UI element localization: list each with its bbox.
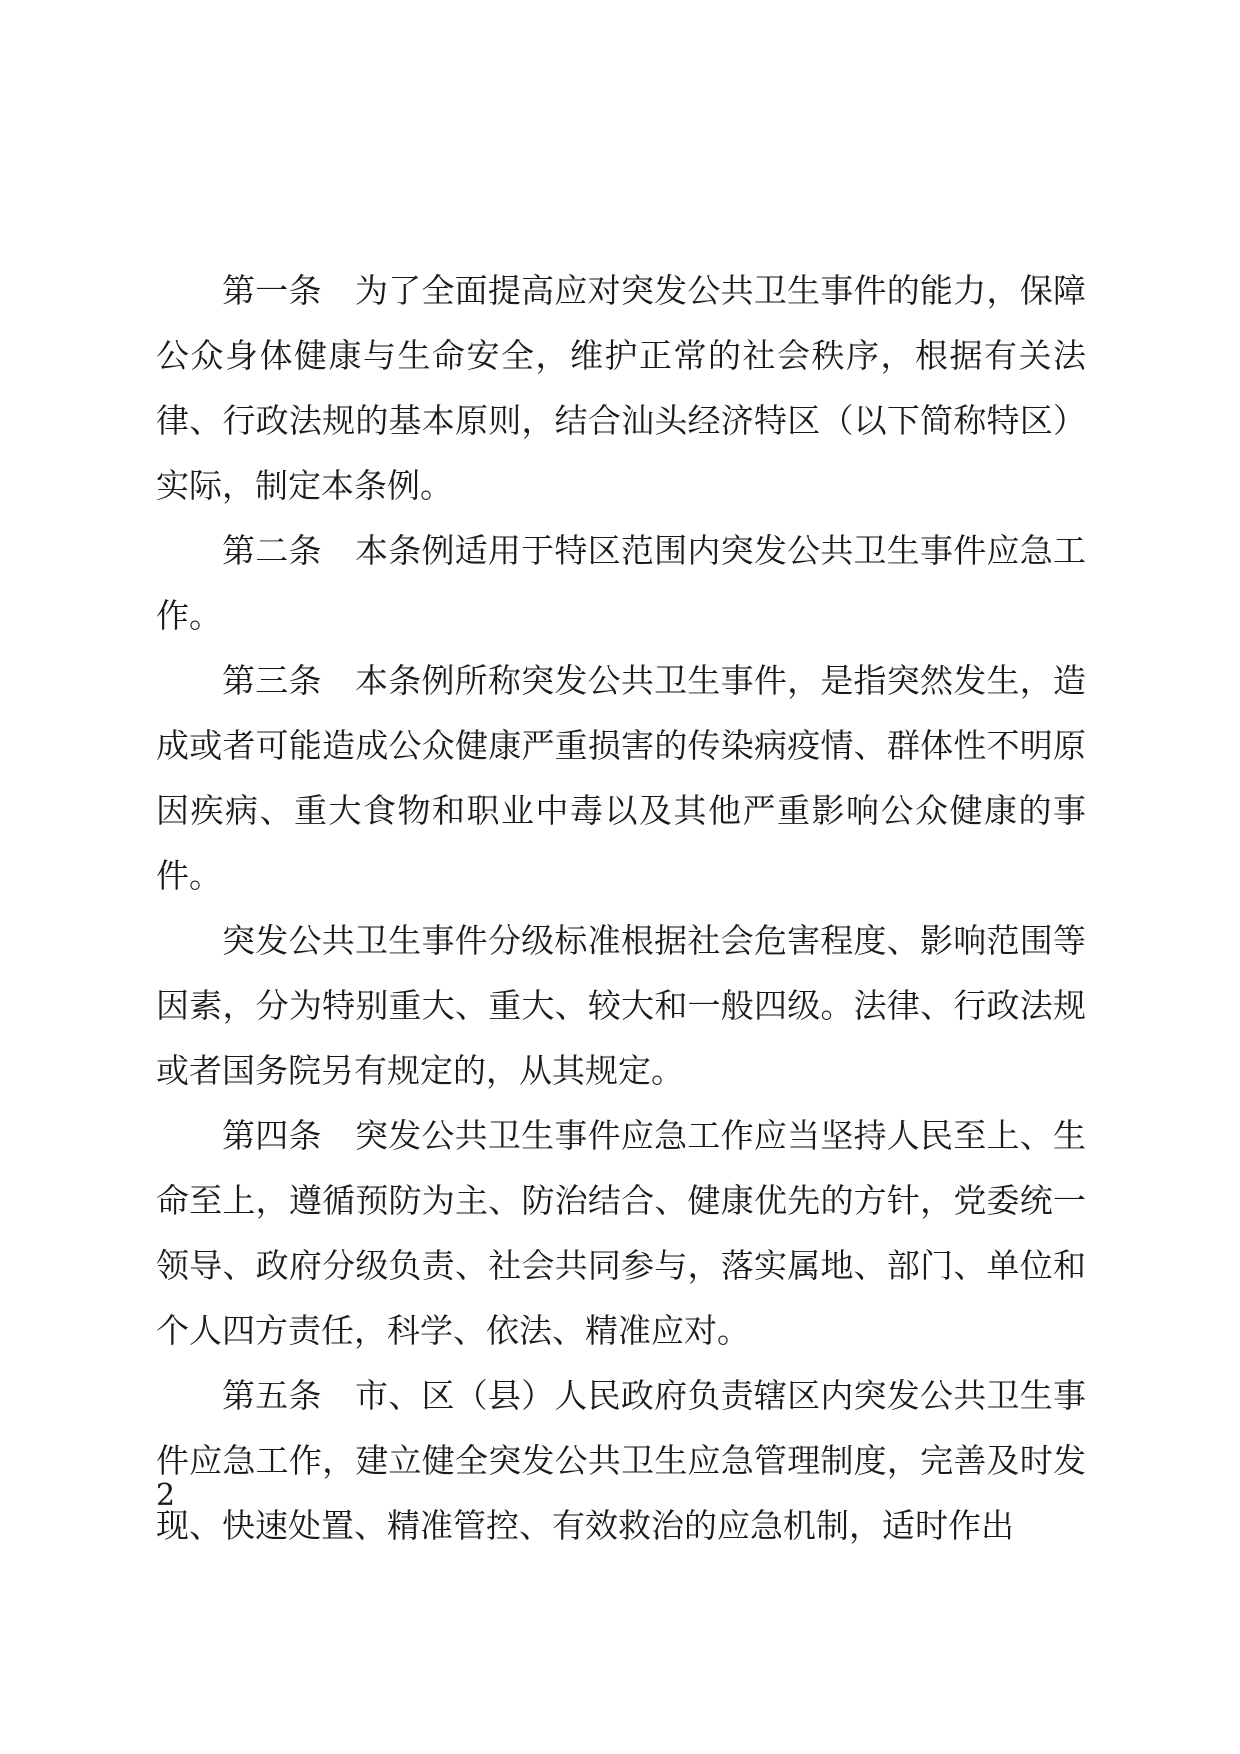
- article-2-paragraph: 第二条 本条例适用于特区范围内突发公共卫生事件应急工作。: [156, 531, 1086, 635]
- article-4-paragraph: 第四条 突发公共卫生事件应急工作应当坚持人民至上、生命至上，遵循预防为主、防治结合、健康优先的方针，党委统一领导、政府分级负责、社会共同参与，落实属地、部门、单位和个人四方责任，科学、依法、精准应对。: [156, 1116, 1086, 1350]
- article-3-paragraph: 第三条 本条例所称突发公共卫生事件，是指突然发生，造成或者可能造成公众健康严重损害的传染病疫情、群体性不明原因疾病、重大食物和职业中毒以及其他严重影响公众健康的事件。: [156, 661, 1086, 895]
- regulation-body: [156, 258, 1086, 1558]
- article-5-paragraph: 第五条 市、区（县）人民政府负责辖区内突发公共卫生事件应急工作，建立健全突发公共卫生应急管理制度，完善及时发现、快速处置、精准管控、有效救治的应急机制，适时作出: [156, 1376, 1086, 1545]
- article-1-paragraph: 第一条 为了全面提高应对突发公共卫生事件的能力，保障公众身体健康与生命安全，维护正常的社会秩序，根据有关法律、行政法规的基本原则，结合汕头经济特区（以下简称特区）实际，制定本条例。: [156, 271, 1086, 505]
- article-3-grading-paragraph: 突发公共卫生事件分级标准根据社会危害程度、影响范围等因素，分为特别重大、重大、较大和一般四级。法律、行政法规或者国务院另有规定的，从其规定。: [156, 921, 1086, 1090]
- page-number: 2: [156, 1478, 176, 1513]
